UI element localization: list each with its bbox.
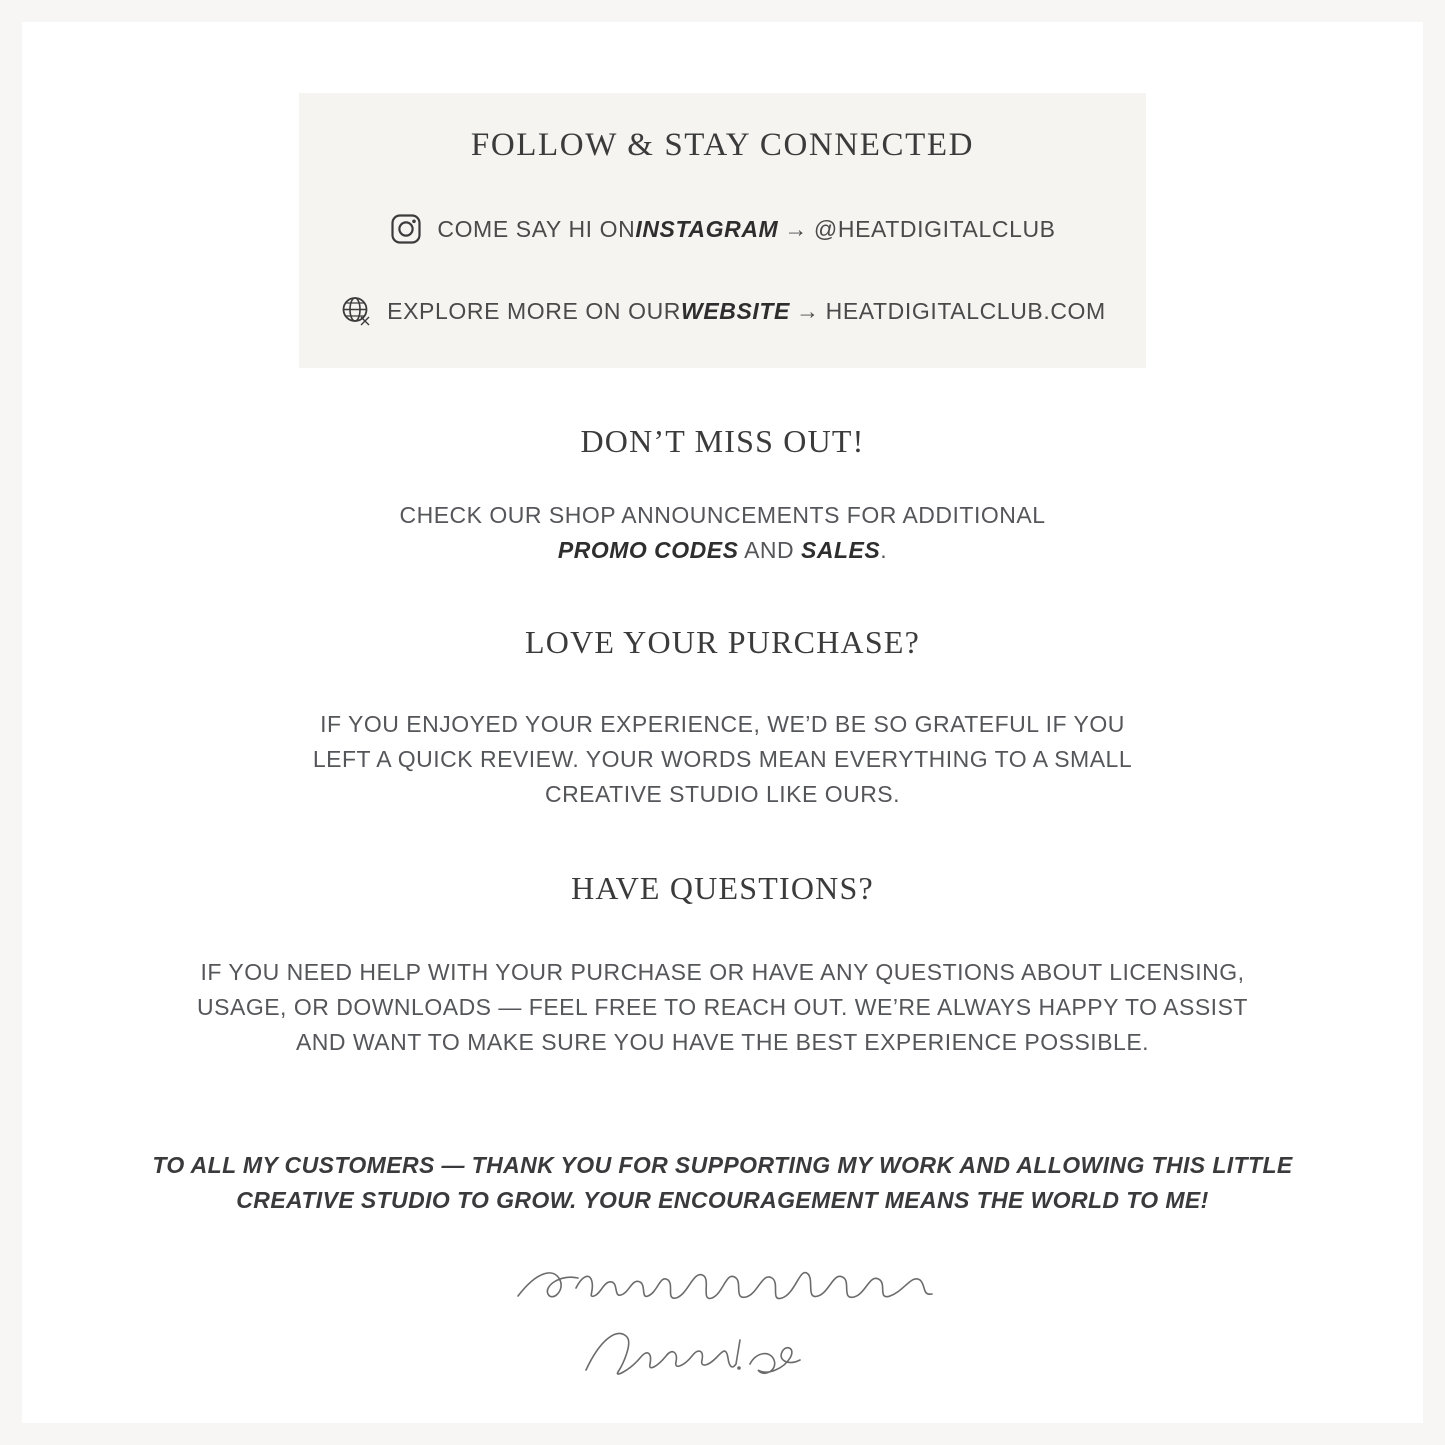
website-url[interactable]: HEATDIGITALCLUB.COM bbox=[825, 297, 1106, 324]
dont-miss-out-line1: CHECK OUR SHOP ANNOUNCEMENTS FOR ADDITIONAL bbox=[399, 502, 1046, 528]
section-body-have-questions: IF YOU NEED HELP WITH YOUR PURCHASE OR HAVE ANY QUESTIONS ABOUT LICENSING, USAGE, OR DOWNLOADS — FEEL FREE TO REACH OUT. WE’RE ALWAYS HAPPY TO ASSIST AND WANT TO MAKE SURE YOU HAVE THE BEST EXPERIENCE POSSIBLE. bbox=[197, 959, 1248, 1055]
website-row bbox=[339, 294, 1106, 328]
instagram-handle[interactable]: @HEATDIGITALCLUB bbox=[813, 215, 1056, 242]
and-text: AND bbox=[738, 537, 802, 563]
period-text: . bbox=[880, 537, 888, 563]
dont-miss-out-line2 bbox=[400, 533, 1046, 568]
signature-block bbox=[498, 1250, 948, 1392]
follow-panel bbox=[299, 93, 1146, 368]
instagram-text-pre: COME SAY HI ON bbox=[437, 215, 636, 242]
sales-emphasis: SALES bbox=[801, 537, 881, 563]
section-body-dont-miss-out bbox=[400, 498, 1046, 568]
section-title-love-your-purchase: LOVE YOUR PURCHASE? bbox=[525, 624, 920, 660]
website-text-pre: EXPLORE MORE ON OUR bbox=[387, 297, 682, 324]
section-title-dont-miss-out: DON’T MISS OUT! bbox=[580, 423, 865, 459]
instagram-arrow: → bbox=[784, 215, 808, 242]
instagram-icon bbox=[389, 212, 423, 246]
instagram-emphasis: INSTAGRAM bbox=[635, 215, 779, 242]
signature-line2-script bbox=[578, 1314, 878, 1392]
website-emphasis: WEBSITE bbox=[681, 297, 790, 324]
website-arrow: → bbox=[796, 297, 820, 324]
panel-title: FOLLOW & STAY CONNECTED bbox=[470, 127, 975, 163]
promo-codes-emphasis: PROMO CODES bbox=[557, 537, 739, 563]
closing-thanks: TO ALL MY CUSTOMERS — THANK YOU FOR SUPPORTING MY WORK AND ALLOWING THIS LITTLE CREATIVE STUDIO TO GROW. YOUR ENCOURAGEMENT MEANS THE WORLD TO ME! bbox=[152, 1152, 1293, 1213]
signature-line1-script bbox=[508, 1250, 948, 1320]
globe-icon bbox=[339, 294, 373, 328]
section-title-have-questions: HAVE QUESTIONS? bbox=[571, 870, 874, 906]
section-body-love-your-purchase: IF YOU ENJOYED YOUR EXPERIENCE, WE’D BE SO GRATEFUL IF YOU LEFT A QUICK REVIEW. YOUR WORDS MEAN EVERYTHING TO A SMALL CREATIVE STUDIO LIKE OURS. bbox=[312, 711, 1133, 807]
instagram-row bbox=[389, 212, 1055, 246]
document-page bbox=[22, 22, 1423, 1423]
page-content bbox=[22, 22, 1423, 1423]
